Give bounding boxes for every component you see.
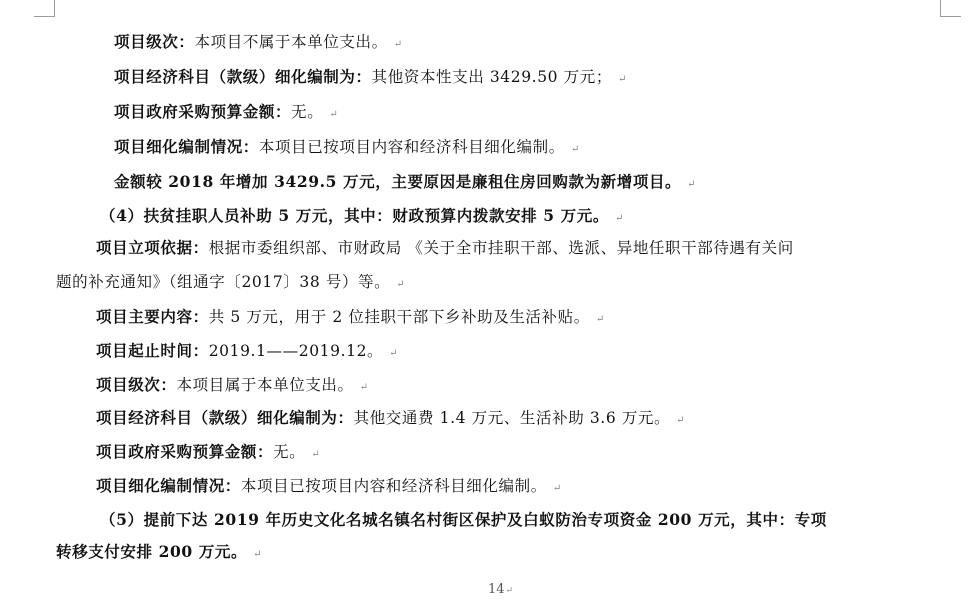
- paragraph-mark-icon: ↵: [676, 415, 685, 426]
- text-line: [96, 307, 604, 330]
- line-text: 本项目已按项目内容和经济科目细化编制。: [258, 138, 565, 156]
- line-text: 本项目不属于本单位支出。: [194, 33, 388, 51]
- text-line: [96, 341, 398, 364]
- line-label: 项目细化编制情况：: [114, 137, 259, 156]
- text-line: [114, 102, 338, 125]
- line-label: 项目政府采购预算金额：: [96, 442, 274, 461]
- line-label: 项目级次：: [114, 32, 195, 51]
- paragraph-mark-icon: ↵: [595, 314, 605, 325]
- line-label: 项目立项依据：: [96, 238, 209, 257]
- section-heading: [56, 542, 261, 565]
- text-line: [114, 172, 696, 195]
- paragraph-mark-icon: ↵: [687, 179, 696, 190]
- text-line: [96, 375, 368, 398]
- page-number-text: 14: [488, 582, 505, 597]
- paragraph-mark-icon: ↵: [393, 39, 403, 50]
- line-text: 其他资本性支出 3429.50 万元；: [371, 68, 612, 86]
- paragraph-mark-icon: ↵: [253, 549, 262, 560]
- paragraph-mark-icon: ↵: [505, 586, 514, 596]
- line-text: 本项目已按项目内容和经济科目细化编制。: [240, 477, 547, 495]
- line-text: 共 5 万元，用于 2 位挂职干部下乡补助及生活补贴。: [208, 308, 590, 326]
- paragraph-mark-icon: ↵: [311, 449, 320, 460]
- line-label: （5）提前下达 2019 年历史文化名城名镇名村街区保护及白蚁防治专项资金 200 万元，其中：专项: [100, 510, 827, 529]
- text-line: [96, 476, 561, 499]
- line-text: 金额较 2018 年增加 3429.5 万元，主要原因是廉租住房回购款为新增项目。: [114, 172, 682, 191]
- section-heading: [100, 510, 827, 530]
- line-text: 无。: [291, 103, 324, 121]
- text-line: [96, 408, 685, 431]
- paragraph-mark-icon: ↵: [570, 144, 580, 155]
- line-label: （4）扶贫挂职人员补助 5 万元，其中：财政预算内拨款安排 5 万元。: [100, 206, 609, 225]
- line-label: 项目经济科目（款级）细化编制为：: [96, 408, 354, 427]
- paragraph-mark-icon: ↵: [614, 213, 624, 224]
- line-label: 项目起止时间：: [96, 341, 209, 360]
- text-line: [114, 67, 626, 90]
- line-text: 题的补充通知》（组通字〔2017〕38 号）等。: [56, 273, 391, 291]
- crop-mark-top-left: [34, 0, 55, 17]
- line-text: 其他交通费 1.4 万元、生活补助 3.6 万元。: [353, 409, 671, 427]
- line-text: 本项目属于本单位支出。: [176, 376, 354, 394]
- line-label: 项目主要内容：: [96, 307, 209, 326]
- text-line: [114, 137, 579, 160]
- text-line: [56, 272, 405, 295]
- section-heading: [100, 206, 623, 229]
- line-label: 项目级次：: [96, 375, 177, 394]
- paragraph-mark-icon: ↵: [396, 279, 405, 290]
- line-text: 2019.1——2019.12。: [208, 342, 384, 360]
- text-line: [114, 32, 402, 55]
- line-label: 项目细化编制情况：: [96, 476, 241, 495]
- text-line: [96, 442, 320, 465]
- paragraph-mark-icon: ↵: [389, 348, 398, 359]
- line-label: 项目政府采购预算金额：: [114, 102, 292, 121]
- line-label: 转移支付安排 200 万元。: [56, 542, 248, 561]
- paragraph-mark-icon: ↵: [359, 382, 369, 393]
- page-number: [488, 582, 513, 597]
- crop-mark-top-right: [940, 0, 961, 17]
- paragraph-mark-icon: ↵: [617, 74, 627, 85]
- paragraph-mark-icon: ↵: [329, 109, 338, 120]
- paragraph-mark-icon: ↵: [552, 483, 562, 494]
- line-label: 项目经济科目（款级）细化编制为：: [114, 67, 372, 86]
- text-line: [96, 238, 794, 258]
- line-text: 无。: [273, 443, 306, 461]
- line-text: 根据市委组织部、市财政局 《关于全市挂职干部、选派、异地任职干部待遇有关问: [208, 239, 794, 257]
